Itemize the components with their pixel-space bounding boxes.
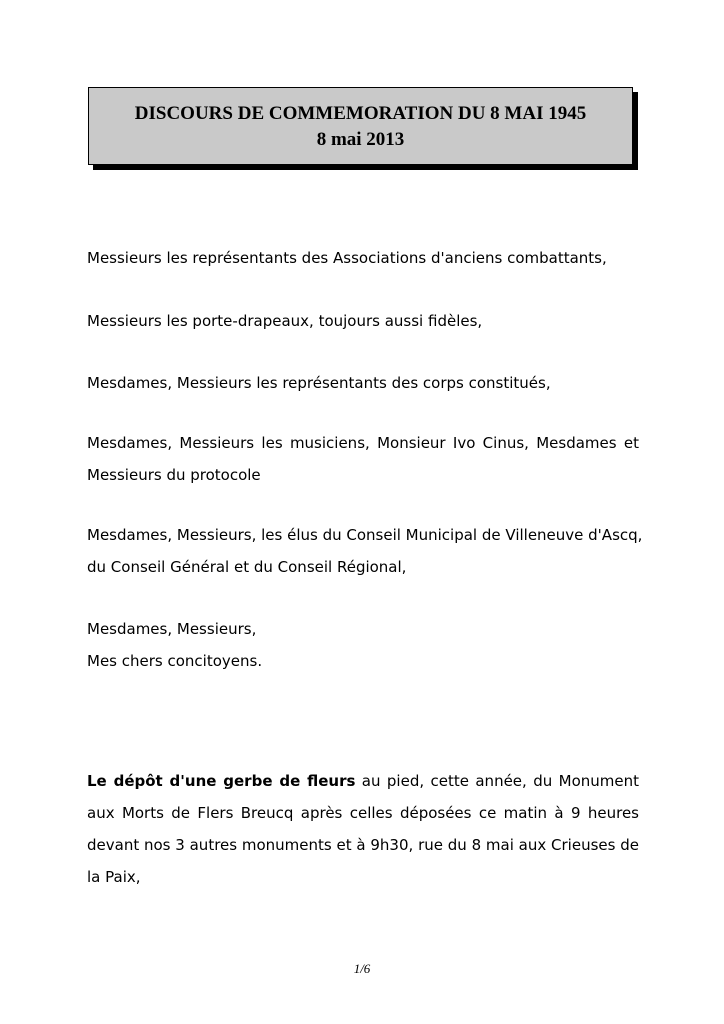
salutation-elus-line2: du Conseil Général et du Conseil Régional, [87, 558, 407, 576]
document-title-box [88, 87, 633, 165]
depot-line1-rest: au pied, cette année, du Monument [355, 772, 639, 790]
salutation-elus [87, 519, 643, 583]
page-number: 1/6 [353, 961, 371, 976]
salutation-concitoyens: Mes chers concitoyens. [87, 652, 263, 670]
salutation-mesdames-messieurs: Mesdames, Messieurs, [87, 620, 257, 638]
document-date: 8 mai 2013 [316, 129, 405, 150]
document-title: DISCOURS DE COMMEMORATION DU 8 MAI 1945 [134, 103, 587, 124]
paragraph-depot-line4: la Paix, [87, 868, 141, 886]
salutation-corps-constitues: Mesdames, Messieurs les représentants des corps constitués, [87, 374, 551, 392]
paragraph-depot-line1 [87, 765, 639, 797]
salutation-elus-line1: Mesdames, Messieurs, les élus du Conseil Municipal de Villeneuve d'Ascq, [87, 526, 643, 544]
salutation-musiciens-line2: Messieurs du protocole [87, 466, 261, 484]
salutation-associations: Messieurs les représentants des Associations d'anciens combattants, [87, 249, 607, 267]
salutation-porte-drapeaux: Messieurs les porte-drapeaux, toujours aussi fidèles, [87, 312, 483, 330]
salutation-musiciens [87, 427, 639, 491]
salutation-final [87, 613, 639, 677]
depot-gerbe-emphasis: Le dépôt d'une gerbe de fleurs [87, 772, 356, 790]
paragraph-depot-line2: aux Morts de Flers Breucq après celles déposées ce matin à 9 heures [87, 804, 639, 822]
salutation-musiciens-line1: Mesdames, Messieurs les musiciens, Monsieur Ivo Cinus, Mesdames et [87, 434, 639, 452]
paragraph-depot-line3: devant nos 3 autres monuments et à 9h30, rue du 8 mai aux Crieuses de [87, 836, 639, 854]
paragraph-depot-gerbe [87, 765, 639, 893]
